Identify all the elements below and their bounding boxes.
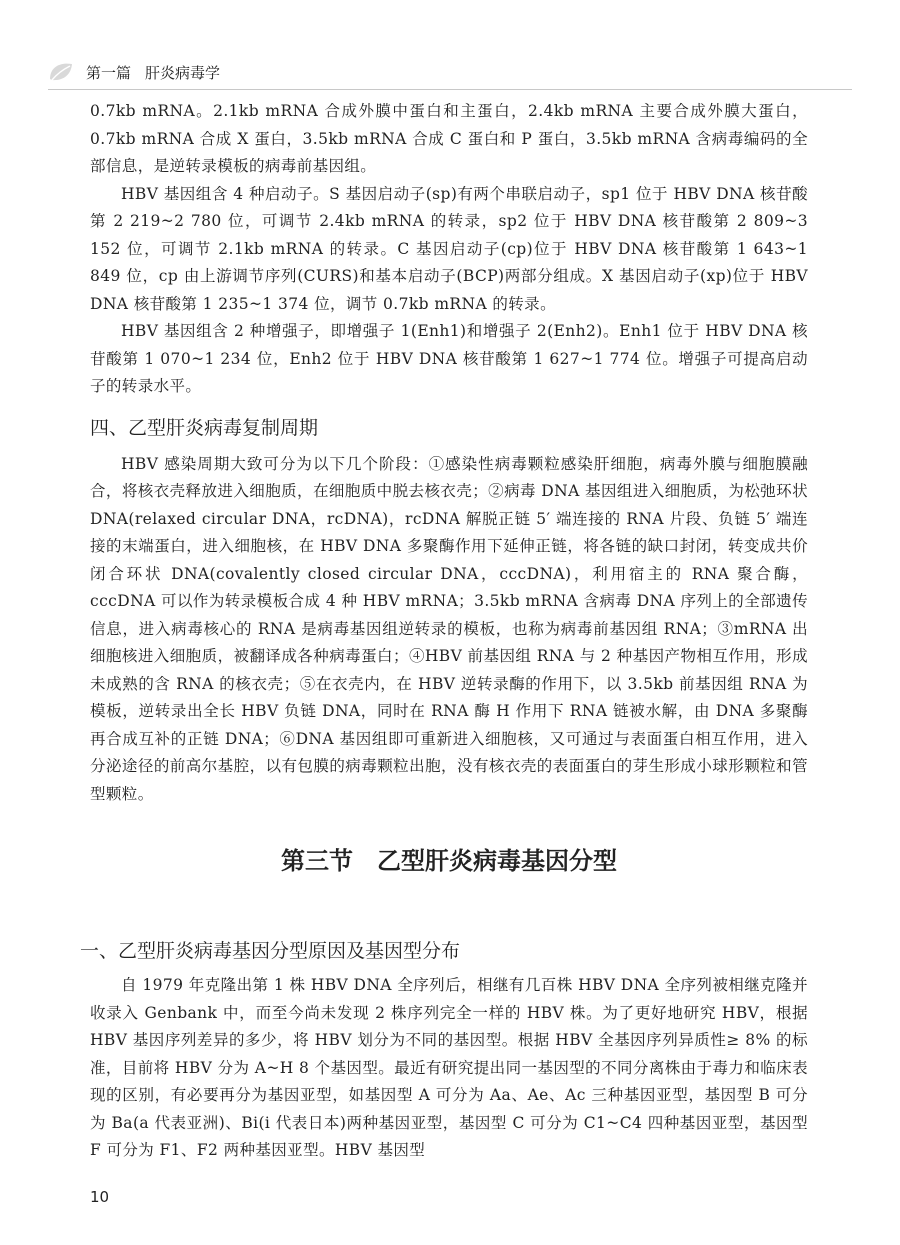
header-divider: [48, 89, 852, 90]
leaf-icon: [48, 61, 74, 83]
paragraph-enhancers: HBV 基因组含 2 种增强子，即增强子 1(Enh1)和增强子 2(Enh2)。Enh1 位于 HBV DNA 核苷酸第 1 070~1 234 位，Enh2 位于 HBV DNA 核苷酸第 1 627~1 774 位。增强子可提高启动子的转录水平。: [90, 322, 808, 395]
page-body: [80, 98, 808, 1165]
heading-genotype-distribution: 一、乙型肝炎病毒基因分型原因及基因型分布: [80, 940, 461, 962]
page-number: 10: [90, 1188, 110, 1206]
heading-replication-cycle: 四、乙型肝炎病毒复制周期: [90, 416, 319, 439]
paragraph-genotype-distribution: 自 1979 年克隆出第 1 株 HBV DNA 全序列后，相继有几百株 HBV DNA 全序列被相继克隆并收录入 Genbank 中，而至今尚未发现 2 株序列完全一样的 HBV 株。为了更好地研究 HBV，根据 HBV 基因序列差异的多少，将 HBV 划分为不同的基因型。根据 HBV 全基因序列异质性≥ 8% 的标准，目前将 HBV 分为 A~H 8 个基因型。最近有研究提出同一基因型的不同分离株由于毒力和临床表现的区别，有必要再分为基因亚型，如基因型 A 可分为 Aa、Ae、Ac 三种基因亚型，基因型 B 可分为 Ba(a 代表亚洲)、Bi(i 代表日本)两种基因亚型，基因型 C 可分为 C1~C4 四种基因亚型，基因型 F 可分为 F1、F2 两种基因亚型。HBV 基因型: [90, 976, 808, 1159]
header-subject: 肝炎病毒学: [145, 63, 221, 82]
paragraph-mrna-continuation: 0.7kb mRNA。2.1kb mRNA 合成外膜中蛋白和主蛋白，2.4kb mRNA 主要合成外膜大蛋白，0.7kb mRNA 合成 X 蛋白，3.5kb mRNA 合成 C 蛋白和 P 蛋白，3.5kb mRNA 含病毒编码的全部信息，是逆转录模板的病毒前基因组。: [90, 102, 808, 175]
header-chapter: 第一篇: [86, 63, 132, 82]
paragraph-promoters: HBV 基因组含 4 种启动子。S 基因启动子(sp)有两个串联启动子，sp1 位于 HBV DNA 核苷酸第 2 219~2 780 位，可调节 2.4kb mRNA 的转录，sp2 位于 HBV DNA 核苷酸第 2 809~3 152 位，可调节 2.1kb mRNA 的转录。C 基因启动子(cp)位于 HBV DNA 核苷酸第 1 643~1 849 位，cp 由上游调节序列(CURS)和基本启动子(BCP)两部分组成。X 基因启动子(xp)位于 HBV DNA 核苷酸第 1 235~1 374 位，调节 0.7kb mRNA 的转录。: [90, 184, 808, 313]
running-header: [48, 58, 220, 86]
paragraph-replication-cycle: HBV 感染周期大致可分为以下几个阶段：①感染性病毒颗粒感染肝细胞，病毒外膜与细胞膜融合，将核衣壳释放进入细胞质，在细胞质中脱去核衣壳；②病毒 DNA 基因组进入细胞质，为松弛环状 DNA(relaxed circular DNA，rcDNA)，rcDNA 解脱正链 5′ 端连接的 RNA 片段、负链 5′ 端连接的末端蛋白，进入细胞核，在 HBV DNA 多聚酶作用下延伸正链，将各链的缺口封闭，转变成共价闭合环状 DNA(covalently closed circular DNA，cccDNA)，利用宿主的 RNA 聚合酶，cccDNA 可以作为转录模板合成 4 种 HBV mRNA；3.5kb mRNA 含病毒 DNA 序列上的全部遗传信息，进入病毒核心的 RNA 是病毒基因组逆转录的模板，也称为病毒前基因组 RNA；③mRNA 出细胞核进入细胞质，被翻译成各种病毒蛋白；④HBV 前基因组 RNA 与 2 种基因产物相互作用，形成未成熟的含 RNA 的核衣壳；⑤在衣壳内，在 HBV 逆转录酶的作用下，以 3.5kb 前基因组 RNA 为模板，逆转录出全长 HBV 负链 DNA，同时在 RNA 酶 H 作用下 RNA 链被水解，由 DNA 多聚酶再合成互补的正链 DNA；⑥DNA 基因组即可重新进入细胞核，又可通过与表面蛋白相互作用，进入分泌途径的前高尔基腔，以有包膜的病毒颗粒出胞，没有核衣壳的表面蛋白的芽生形成小球形颗粒和管型颗粒。: [90, 454, 808, 803]
section-title-genotyping: 第三节 乙型肝炎病毒基因分型: [281, 847, 617, 875]
